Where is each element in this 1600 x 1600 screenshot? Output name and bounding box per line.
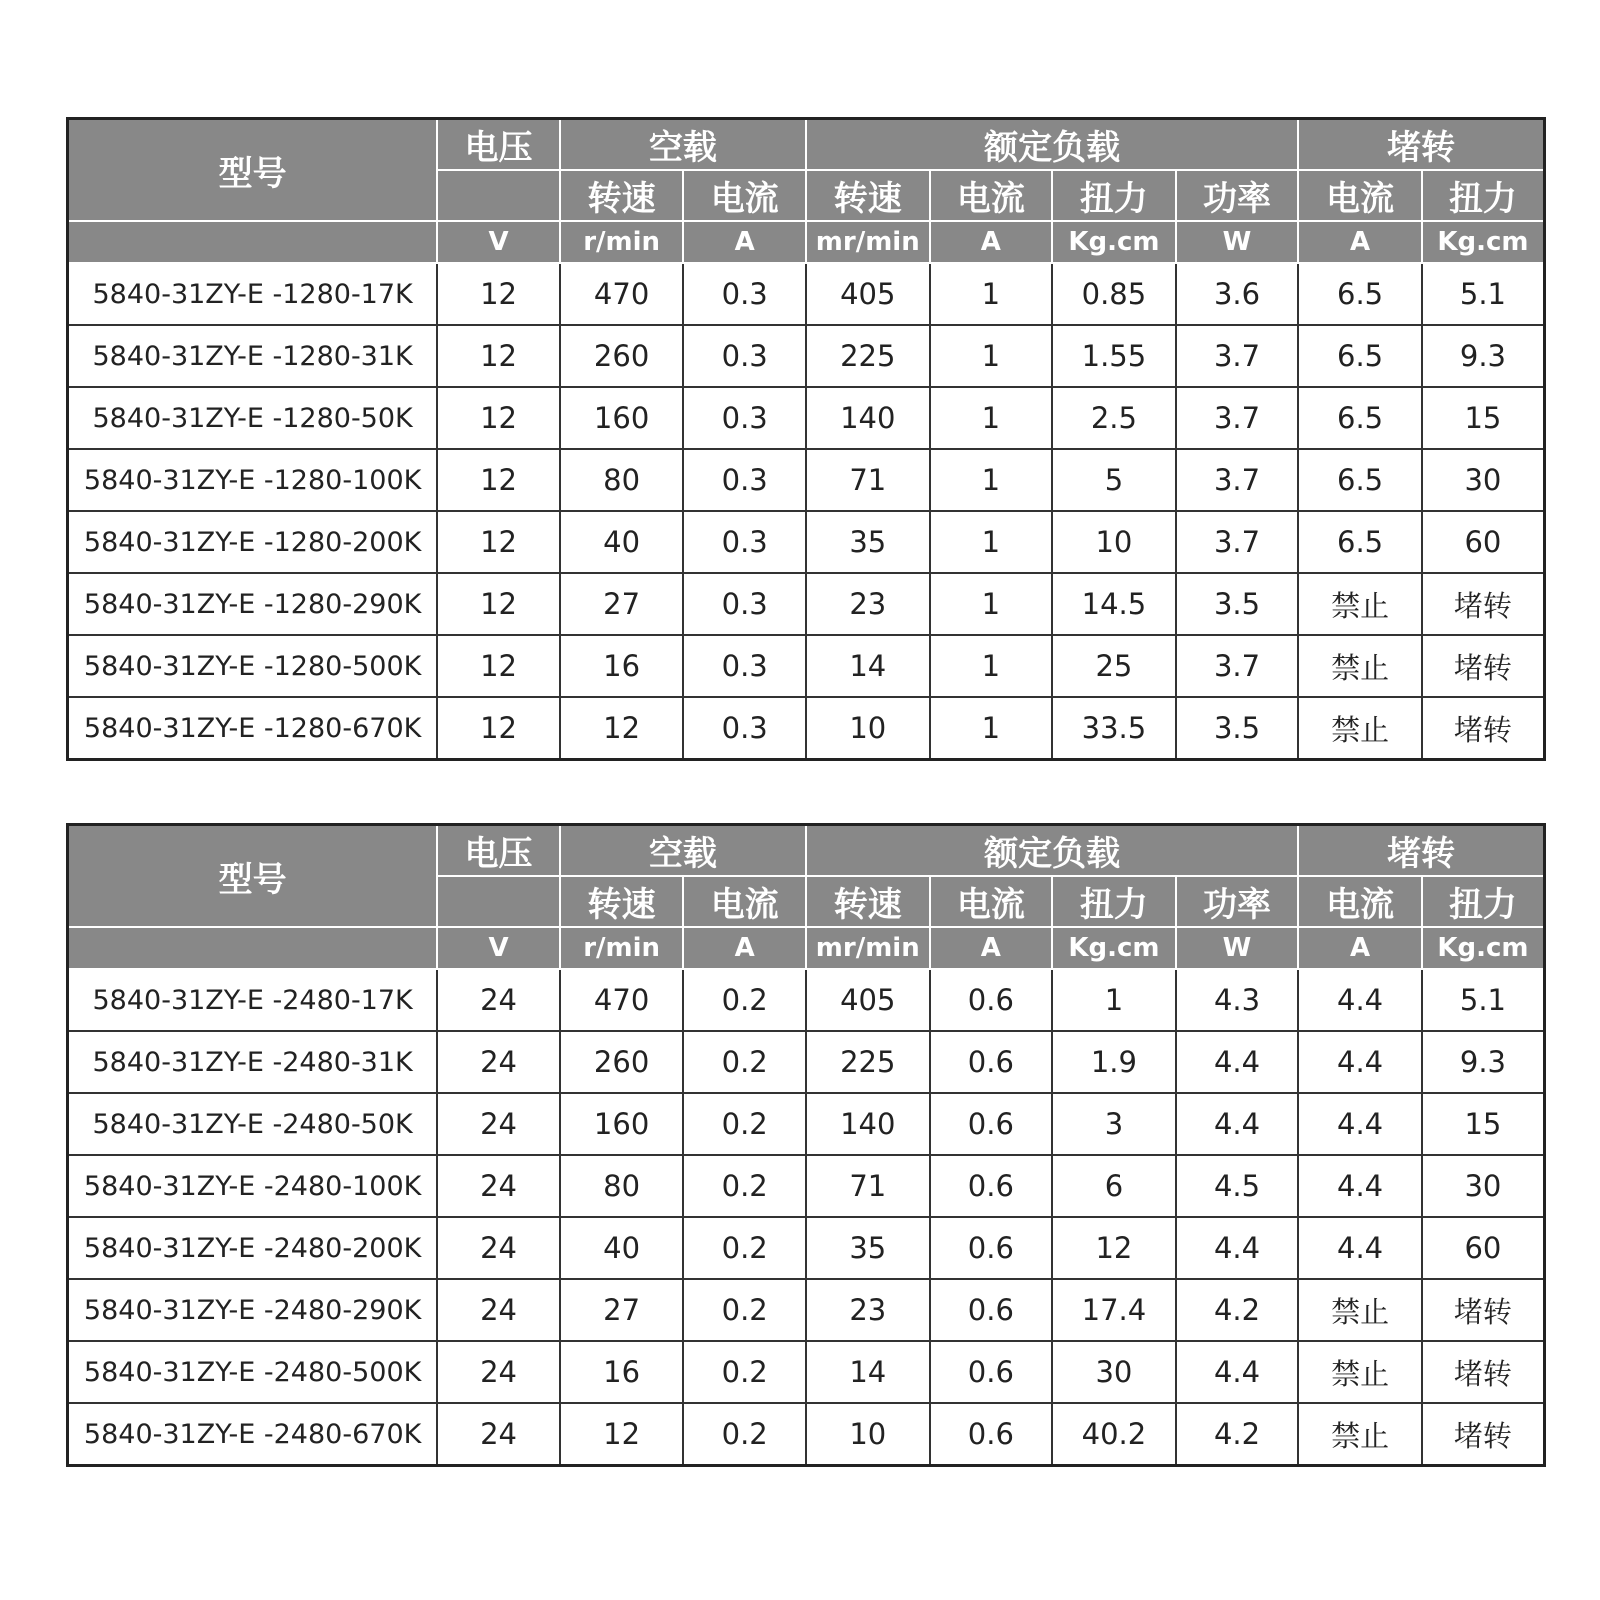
cell-no-load-speed: 27 (560, 1279, 684, 1341)
header-unit-blank (68, 927, 438, 969)
header-voltage: 电压 (437, 825, 560, 877)
cell-rated-torque: 3 (1052, 1093, 1176, 1155)
header-rated-speed: 转速 (806, 876, 930, 927)
cell-rated-power: 4.2 (1176, 1403, 1299, 1466)
cell-rated-torque: 30 (1052, 1341, 1176, 1403)
header-rated-current: 电流 (930, 876, 1053, 927)
cell-stall-current: 禁止 (1298, 573, 1422, 635)
cell-rated-current: 1 (930, 697, 1053, 760)
cell-no-load-current: 0.2 (683, 1279, 806, 1341)
cell-stall-torque: 5.1 (1422, 969, 1545, 1031)
cell-model: 5840-31ZY-E -2480-31K (68, 1031, 438, 1093)
cell-model: 5840-31ZY-E -1280-200K (68, 511, 438, 573)
cell-rated-torque: 25 (1052, 635, 1176, 697)
cell-rated-torque: 1.9 (1052, 1031, 1176, 1093)
cell-stall-current: 4.4 (1298, 1217, 1422, 1279)
cell-model: 5840-31ZY-E -1280-290K (68, 573, 438, 635)
cell-rated-power: 4.4 (1176, 1341, 1299, 1403)
table-row (68, 1155, 1545, 1217)
cell-model: 5840-31ZY-E -1280-50K (68, 387, 438, 449)
cell-voltage: 12 (437, 325, 560, 387)
cell-stall-current: 禁止 (1298, 635, 1422, 697)
cell-no-load-speed: 160 (560, 387, 684, 449)
unit-stall-torque: Kg.cm (1422, 927, 1545, 969)
cell-no-load-current: 0.3 (683, 325, 806, 387)
cell-stall-torque: 9.3 (1422, 1031, 1545, 1093)
cell-no-load-speed: 16 (560, 635, 684, 697)
cell-stall-current: 4.4 (1298, 1155, 1422, 1217)
cell-voltage: 24 (437, 1279, 560, 1341)
cell-stall-current: 4.4 (1298, 1093, 1422, 1155)
cell-rated-power: 3.5 (1176, 697, 1299, 760)
cell-stall-torque: 堵转 (1422, 1279, 1545, 1341)
cell-rated-torque: 0.85 (1052, 263, 1176, 325)
cell-model: 5840-31ZY-E -2480-100K (68, 1155, 438, 1217)
header-rated-torque: 扭力 (1052, 170, 1176, 221)
cell-stall-current: 4.4 (1298, 969, 1422, 1031)
cell-rated-current: 0.6 (930, 1403, 1053, 1466)
cell-rated-speed: 140 (806, 387, 930, 449)
cell-rated-speed: 14 (806, 1341, 930, 1403)
cell-rated-current: 0.6 (930, 1155, 1053, 1217)
cell-rated-speed: 405 (806, 263, 930, 325)
spec-table-24v (66, 823, 1546, 1467)
cell-rated-speed: 71 (806, 1155, 930, 1217)
cell-voltage: 12 (437, 573, 560, 635)
header-no-load-current: 电流 (683, 876, 806, 927)
cell-rated-current: 0.6 (930, 969, 1053, 1031)
cell-rated-torque: 1 (1052, 969, 1176, 1031)
cell-no-load-speed: 12 (560, 1403, 684, 1466)
cell-stall-current: 6.5 (1298, 263, 1422, 325)
cell-rated-torque: 5 (1052, 449, 1176, 511)
cell-stall-torque: 15 (1422, 1093, 1545, 1155)
table-body (68, 969, 1545, 1466)
header-stall-torque: 扭力 (1422, 876, 1545, 927)
unit-stall-torque: Kg.cm (1422, 221, 1545, 263)
cell-rated-current: 1 (930, 635, 1053, 697)
cell-rated-speed: 35 (806, 1217, 930, 1279)
unit-voltage: V (437, 221, 560, 263)
header-rated-load: 额定负载 (806, 119, 1298, 171)
cell-model: 5840-31ZY-E -1280-500K (68, 635, 438, 697)
cell-no-load-speed: 470 (560, 969, 684, 1031)
header-stall-torque: 扭力 (1422, 170, 1545, 221)
cell-stall-current: 6.5 (1298, 387, 1422, 449)
cell-rated-current: 1 (930, 573, 1053, 635)
cell-rated-speed: 225 (806, 325, 930, 387)
cell-rated-speed: 71 (806, 449, 930, 511)
unit-stall-current: A (1298, 927, 1422, 969)
cell-no-load-speed: 40 (560, 1217, 684, 1279)
cell-stall-current: 6.5 (1298, 511, 1422, 573)
cell-stall-torque: 15 (1422, 387, 1545, 449)
cell-stall-torque: 60 (1422, 511, 1545, 573)
table-row (68, 1217, 1545, 1279)
cell-no-load-current: 0.3 (683, 573, 806, 635)
cell-no-load-current: 0.2 (683, 1341, 806, 1403)
table-row (68, 635, 1545, 697)
cell-no-load-speed: 27 (560, 573, 684, 635)
cell-rated-speed: 35 (806, 511, 930, 573)
table-row (68, 1031, 1545, 1093)
cell-no-load-speed: 16 (560, 1341, 684, 1403)
cell-rated-current: 1 (930, 449, 1053, 511)
cell-no-load-current: 0.3 (683, 263, 806, 325)
cell-rated-power: 3.6 (1176, 263, 1299, 325)
cell-rated-speed: 405 (806, 969, 930, 1031)
unit-no-load-current: A (683, 927, 806, 969)
cell-rated-power: 3.7 (1176, 449, 1299, 511)
cell-stall-torque: 堵转 (1422, 1341, 1545, 1403)
header-stall-current: 电流 (1298, 170, 1422, 221)
unit-rated-torque: Kg.cm (1052, 927, 1176, 969)
header-no-load-current: 电流 (683, 170, 806, 221)
cell-no-load-speed: 470 (560, 263, 684, 325)
cell-voltage: 24 (437, 1217, 560, 1279)
cell-stall-current: 禁止 (1298, 1279, 1422, 1341)
header-no-load-speed: 转速 (560, 876, 684, 927)
cell-rated-speed: 225 (806, 1031, 930, 1093)
cell-stall-torque: 5.1 (1422, 263, 1545, 325)
cell-stall-torque: 30 (1422, 449, 1545, 511)
header-rated-speed: 转速 (806, 170, 930, 221)
cell-rated-torque: 1.55 (1052, 325, 1176, 387)
cell-model: 5840-31ZY-E -2480-670K (68, 1403, 438, 1466)
unit-rated-current: A (930, 221, 1053, 263)
table-row (68, 1093, 1545, 1155)
table-row (68, 697, 1545, 760)
cell-rated-torque: 17.4 (1052, 1279, 1176, 1341)
table-row (68, 573, 1545, 635)
cell-rated-current: 0.6 (930, 1341, 1053, 1403)
cell-rated-torque: 40.2 (1052, 1403, 1176, 1466)
cell-rated-current: 1 (930, 263, 1053, 325)
table-row (68, 449, 1545, 511)
table-body (68, 263, 1545, 760)
cell-voltage: 12 (437, 697, 560, 760)
cell-rated-power: 4.2 (1176, 1279, 1299, 1341)
cell-voltage: 24 (437, 1155, 560, 1217)
cell-stall-torque: 60 (1422, 1217, 1545, 1279)
cell-rated-torque: 12 (1052, 1217, 1176, 1279)
cell-rated-current: 0.6 (930, 1217, 1053, 1279)
header-rated-current: 电流 (930, 170, 1053, 221)
cell-stall-torque: 堵转 (1422, 573, 1545, 635)
cell-model: 5840-31ZY-E -1280-17K (68, 263, 438, 325)
cell-rated-power: 3.7 (1176, 635, 1299, 697)
cell-voltage: 12 (437, 449, 560, 511)
cell-rated-torque: 6 (1052, 1155, 1176, 1217)
cell-rated-current: 0.6 (930, 1031, 1053, 1093)
cell-no-load-speed: 260 (560, 325, 684, 387)
cell-no-load-current: 0.3 (683, 449, 806, 511)
cell-stall-current: 禁止 (1298, 1403, 1422, 1466)
cell-model: 5840-31ZY-E -2480-17K (68, 969, 438, 1031)
cell-no-load-speed: 40 (560, 511, 684, 573)
cell-rated-speed: 10 (806, 1403, 930, 1466)
cell-model: 5840-31ZY-E -2480-200K (68, 1217, 438, 1279)
cell-rated-power: 3.7 (1176, 325, 1299, 387)
cell-stall-torque: 堵转 (1422, 1403, 1545, 1466)
cell-voltage: 12 (437, 511, 560, 573)
table-row (68, 511, 1545, 573)
cell-rated-power: 4.5 (1176, 1155, 1299, 1217)
cell-model: 5840-31ZY-E -2480-290K (68, 1279, 438, 1341)
unit-rated-power: W (1176, 927, 1299, 969)
cell-voltage: 24 (437, 1341, 560, 1403)
cell-no-load-current: 0.2 (683, 1031, 806, 1093)
cell-rated-current: 1 (930, 387, 1053, 449)
cell-no-load-current: 0.2 (683, 1093, 806, 1155)
header-rated-power: 功率 (1176, 876, 1299, 927)
cell-rated-torque: 14.5 (1052, 573, 1176, 635)
cell-stall-current: 禁止 (1298, 1341, 1422, 1403)
cell-rated-power: 4.4 (1176, 1217, 1299, 1279)
cell-stall-torque: 9.3 (1422, 325, 1545, 387)
header-model: 型号 (68, 825, 438, 928)
unit-voltage: V (437, 927, 560, 969)
cell-rated-current: 0.6 (930, 1279, 1053, 1341)
cell-no-load-speed: 80 (560, 1155, 684, 1217)
cell-model: 5840-31ZY-E -1280-31K (68, 325, 438, 387)
header-no-load-speed: 转速 (560, 170, 684, 221)
header-rated-power: 功率 (1176, 170, 1299, 221)
header-voltage-blank (437, 170, 560, 221)
cell-stall-torque: 30 (1422, 1155, 1545, 1217)
table-row (68, 1341, 1545, 1403)
cell-no-load-speed: 160 (560, 1093, 684, 1155)
cell-no-load-current: 0.3 (683, 387, 806, 449)
unit-no-load-speed: r/min (560, 927, 684, 969)
cell-no-load-current: 0.3 (683, 635, 806, 697)
cell-voltage: 24 (437, 969, 560, 1031)
cell-rated-current: 1 (930, 511, 1053, 573)
cell-rated-speed: 23 (806, 1279, 930, 1341)
cell-rated-speed: 140 (806, 1093, 930, 1155)
cell-voltage: 12 (437, 635, 560, 697)
table-row (68, 1279, 1545, 1341)
cell-rated-power: 4.4 (1176, 1031, 1299, 1093)
table-row (68, 263, 1545, 325)
cell-rated-speed: 23 (806, 573, 930, 635)
cell-rated-torque: 33.5 (1052, 697, 1176, 760)
unit-rated-torque: Kg.cm (1052, 221, 1176, 263)
unit-rated-current: A (930, 927, 1053, 969)
cell-rated-torque: 10 (1052, 511, 1176, 573)
table-row (68, 969, 1545, 1031)
unit-stall-current: A (1298, 221, 1422, 263)
unit-rated-speed: mr/min (806, 927, 930, 969)
unit-rated-speed: mr/min (806, 221, 930, 263)
cell-no-load-current: 0.3 (683, 697, 806, 760)
cell-rated-speed: 14 (806, 635, 930, 697)
cell-model: 5840-31ZY-E -1280-670K (68, 697, 438, 760)
cell-model: 5840-31ZY-E -2480-50K (68, 1093, 438, 1155)
cell-stall-current: 4.4 (1298, 1031, 1422, 1093)
cell-stall-torque: 堵转 (1422, 635, 1545, 697)
cell-rated-speed: 10 (806, 697, 930, 760)
table-row (68, 325, 1545, 387)
cell-rated-current: 0.6 (930, 1093, 1053, 1155)
cell-rated-power: 3.7 (1176, 387, 1299, 449)
cell-no-load-speed: 260 (560, 1031, 684, 1093)
cell-no-load-speed: 12 (560, 697, 684, 760)
cell-model: 5840-31ZY-E -1280-100K (68, 449, 438, 511)
header-model: 型号 (68, 119, 438, 222)
cell-model: 5840-31ZY-E -2480-500K (68, 1341, 438, 1403)
unit-no-load-speed: r/min (560, 221, 684, 263)
header-no-load: 空载 (560, 825, 806, 877)
header-stall: 堵转 (1298, 825, 1544, 877)
cell-voltage: 24 (437, 1403, 560, 1466)
cell-voltage: 24 (437, 1031, 560, 1093)
cell-rated-power: 3.7 (1176, 511, 1299, 573)
unit-rated-power: W (1176, 221, 1299, 263)
header-unit-blank (68, 221, 438, 263)
table-row (68, 387, 1545, 449)
cell-stall-current: 6.5 (1298, 325, 1422, 387)
cell-rated-torque: 2.5 (1052, 387, 1176, 449)
spec-table-12v (66, 117, 1546, 761)
table-row (68, 1403, 1545, 1466)
cell-stall-torque: 堵转 (1422, 697, 1545, 760)
header-rated-load: 额定负载 (806, 825, 1298, 877)
cell-no-load-current: 0.2 (683, 969, 806, 1031)
table-header (68, 825, 1545, 970)
cell-no-load-current: 0.3 (683, 511, 806, 573)
header-voltage: 电压 (437, 119, 560, 171)
header-stall: 堵转 (1298, 119, 1544, 171)
cell-voltage: 24 (437, 1093, 560, 1155)
header-voltage-blank (437, 876, 560, 927)
cell-rated-current: 1 (930, 325, 1053, 387)
cell-no-load-current: 0.2 (683, 1217, 806, 1279)
cell-no-load-current: 0.2 (683, 1155, 806, 1217)
cell-rated-power: 4.4 (1176, 1093, 1299, 1155)
cell-no-load-current: 0.2 (683, 1403, 806, 1466)
cell-voltage: 12 (437, 263, 560, 325)
header-stall-current: 电流 (1298, 876, 1422, 927)
unit-no-load-current: A (683, 221, 806, 263)
cell-no-load-speed: 80 (560, 449, 684, 511)
cell-stall-current: 禁止 (1298, 697, 1422, 760)
cell-rated-power: 4.3 (1176, 969, 1299, 1031)
cell-voltage: 12 (437, 387, 560, 449)
cell-rated-power: 3.5 (1176, 573, 1299, 635)
table-header (68, 119, 1545, 264)
cell-stall-current: 6.5 (1298, 449, 1422, 511)
header-no-load: 空载 (560, 119, 806, 171)
header-rated-torque: 扭力 (1052, 876, 1176, 927)
